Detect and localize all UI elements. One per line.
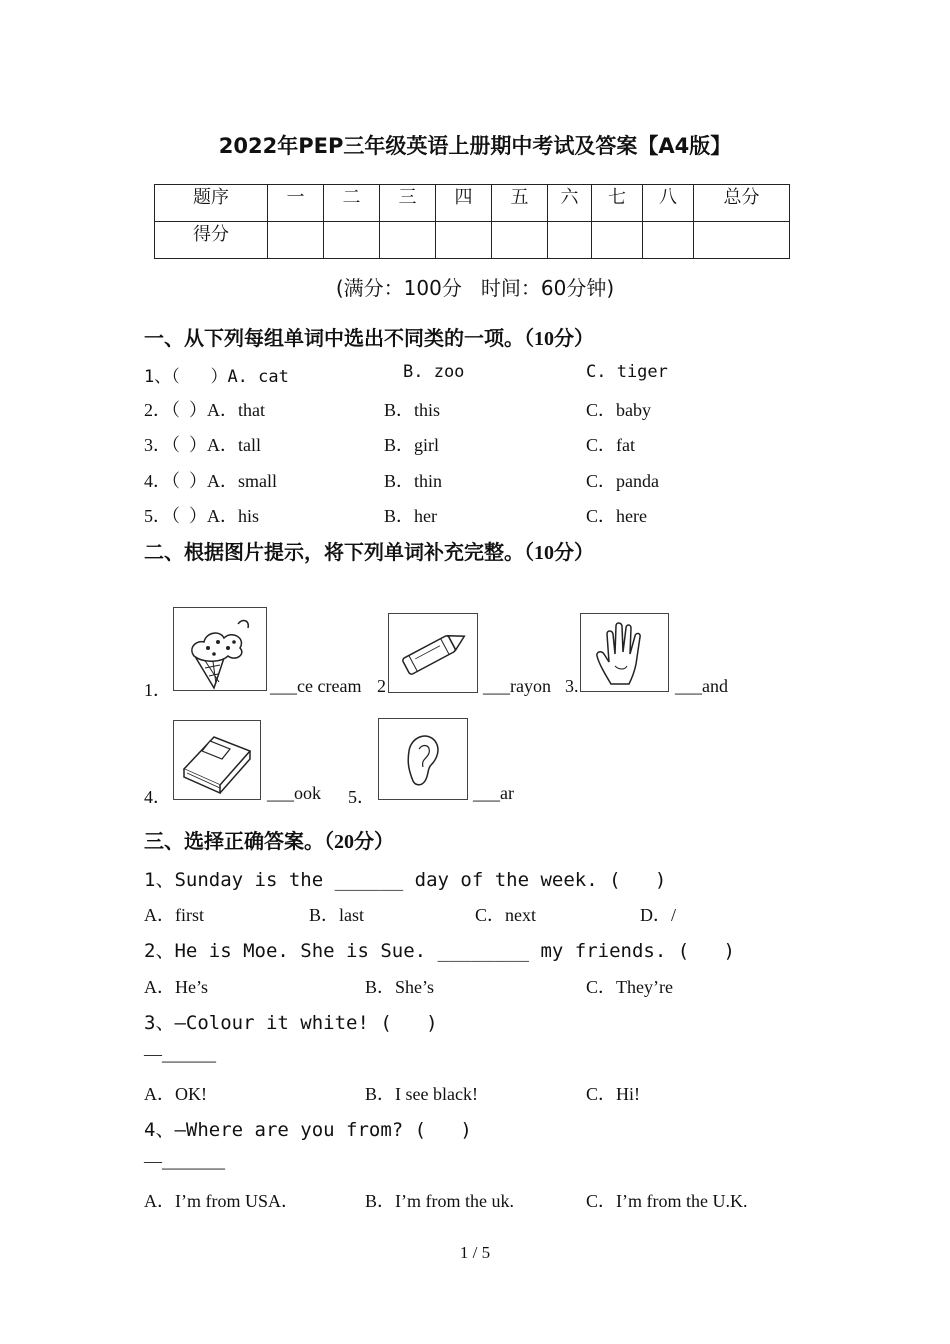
score-cell-label: 题序 xyxy=(155,185,268,222)
s2-q3-blank: ___and xyxy=(675,676,728,696)
section2-heading: 二、根据图片提示，将下列单词补充完整。（10分） xyxy=(144,542,594,564)
s1-q3-option-c: C．fat xyxy=(586,435,635,455)
s1-q5-option-b: B．her xyxy=(384,506,437,526)
s1-q1-stem: 1、（ ）A. cat xyxy=(144,367,289,387)
s3-q3-option-c: C．Hi! xyxy=(586,1084,640,1104)
score-row-label: 得分 xyxy=(155,222,268,259)
s3-q1-option-a: A．first xyxy=(144,905,204,925)
section3-heading: 三、选择正确答案。（20分） xyxy=(144,831,394,853)
s3-q3-option-a: A．OK! xyxy=(144,1084,207,1104)
s3-q4-option-a: A．I’m from USA． xyxy=(144,1191,299,1211)
s1-q5-stem: 5．（ ）A．his xyxy=(144,506,260,526)
s3-q3-stem: 3、—Colour it white! ( ) xyxy=(144,1012,438,1034)
s1-q3-stem: 3．（ ）A．tall xyxy=(144,435,261,455)
s3-q1-stem: 1、Sunday is the ______ day of the week. ( ) xyxy=(144,869,667,891)
score-cell-total: 总分 xyxy=(694,185,790,222)
score-cell-4: 四 xyxy=(436,185,492,222)
ice-cream-icon xyxy=(173,607,267,691)
s1-q1-option-c: C. tiger xyxy=(586,362,668,382)
s3-q1-option-c: C．next xyxy=(475,905,536,925)
book-icon xyxy=(173,720,261,800)
s1-q2-option-c: C．baby xyxy=(586,400,651,420)
score-table-score-row xyxy=(155,222,790,259)
s1-q2-stem: 2．（ ）A．that xyxy=(144,400,265,420)
score-cell-5: 五 xyxy=(492,185,548,222)
s1-q4-option-c: C．panda xyxy=(586,471,659,491)
s1-q1-option-b: B. zoo xyxy=(403,362,465,382)
s3-q3-reply-line: —______ xyxy=(144,1044,216,1064)
s3-q2-stem: 2、He is Moe. She is Sue. ________ my friends. ( ) xyxy=(144,940,735,962)
s3-q4-option-b: B．I’m from the uk. xyxy=(365,1191,514,1211)
s3-q4-reply-line: —_______ xyxy=(144,1151,225,1171)
score-input-cell xyxy=(694,222,790,259)
s1-q5-option-c: C．here xyxy=(586,506,647,526)
exam-info: (满分：100分 时间：60分钟) xyxy=(335,276,615,300)
s3-q3-option-b: B．I see black! xyxy=(365,1084,478,1104)
s1-q3-option-b: B．girl xyxy=(384,435,440,455)
crayon-icon xyxy=(388,613,478,693)
score-table-header-row xyxy=(155,185,790,222)
s1-q4-option-b: B．thin xyxy=(384,471,443,491)
s3-q2-option-b: B．She’s xyxy=(365,977,435,997)
s3-q1-option-d: D．/ xyxy=(640,905,676,925)
s3-q2-option-a: A．He’s xyxy=(144,977,208,997)
s2-q2-blank: ___rayon xyxy=(483,676,551,696)
s1-q2-option-b: B．this xyxy=(384,400,441,420)
score-input-cell xyxy=(380,222,436,259)
s3-q4-stem: 4、—Where are you from? ( ) xyxy=(144,1119,472,1141)
section1-heading: 一、从下列每组单词中选出不同类的一项。（10分） xyxy=(144,328,594,350)
score-cell-7: 七 xyxy=(592,185,643,222)
page-number: 1 / 5 xyxy=(459,1243,491,1262)
score-input-cell xyxy=(548,222,592,259)
s3-q2-option-c: C．They’re xyxy=(586,977,673,997)
score-table xyxy=(154,184,790,259)
hand-icon xyxy=(580,613,669,692)
s3-q1-option-b: B．last xyxy=(309,905,365,925)
s2-q5-number: 5． xyxy=(348,787,375,807)
score-input-cell xyxy=(436,222,492,259)
score-input-cell xyxy=(268,222,324,259)
s3-q4-option-c: C．I’m from the U.K. xyxy=(586,1191,748,1211)
page-title: 2022年PEP三年级英语上册期中考试及答案【A4版】 xyxy=(218,134,732,158)
s2-q1-number: 1． xyxy=(144,680,171,700)
score-cell-3: 三 xyxy=(380,185,436,222)
score-input-cell xyxy=(492,222,548,259)
score-cell-6: 六 xyxy=(548,185,592,222)
score-input-cell xyxy=(643,222,694,259)
score-input-cell xyxy=(592,222,643,259)
s2-q2-number: 2 xyxy=(377,676,386,696)
score-cell-1: 一 xyxy=(268,185,324,222)
s2-q5-blank: ___ar xyxy=(473,783,514,803)
ear-icon xyxy=(378,718,468,800)
score-cell-2: 二 xyxy=(324,185,380,222)
score-cell-8: 八 xyxy=(643,185,694,222)
s2-q4-blank: ___ook xyxy=(267,783,321,803)
score-input-cell xyxy=(324,222,380,259)
s2-q1-blank: ___ce cream xyxy=(270,676,362,696)
s1-q4-stem: 4．（ ）A．small xyxy=(144,471,277,491)
s2-q4-number: 4． xyxy=(144,787,171,807)
s2-q3-number: 3. xyxy=(565,676,579,696)
